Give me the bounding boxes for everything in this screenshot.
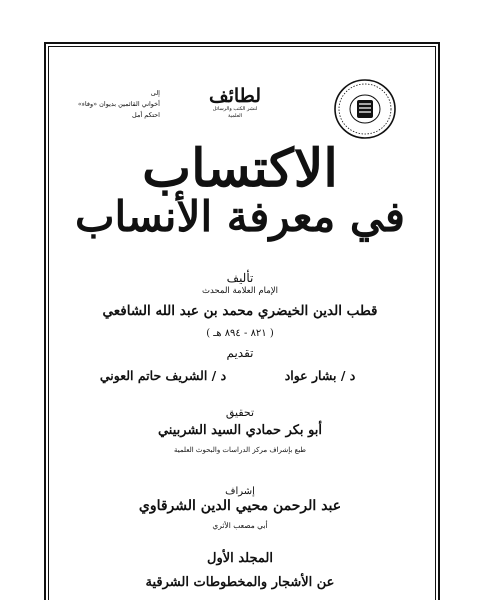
introduction-label: تقديم (226, 346, 254, 360)
publisher-seal-icon (333, 78, 397, 140)
editor-name: أبو بكر حمادي السيد الشربيني (157, 423, 323, 438)
introduction-name-left: د / الشريف حاتم العوني (99, 368, 227, 383)
supervision-label: إشراف (225, 486, 255, 497)
author-epithet: الإمام العلامة المحدث (201, 286, 279, 296)
dedication-line-2: أخواني القائمين بديوان «وفاء» (77, 100, 160, 108)
footer-text: عن الأشجار والمخطوطات الشرقية (145, 575, 335, 590)
supervisor-note: أبي مصعب الأثري (212, 521, 268, 530)
publisher-name: لطائف (208, 85, 262, 107)
volume-label: المجلد الأول (207, 551, 273, 566)
book-title-sub: في معرفة الأنساب (75, 192, 405, 241)
dedication (70, 88, 160, 121)
editing-label: تحقيق (225, 406, 255, 419)
publisher-logo (205, 86, 265, 120)
introduction-name-right: د / بشار عواد (284, 368, 356, 383)
author-label: تأليف (226, 271, 254, 285)
book-title-main: الاكتساب (142, 138, 338, 199)
author-name: قطب الدين الخيضري محمد بن عبد الله الشافعي (102, 303, 378, 319)
author-dates: ( ٨٢١ - ٨٩٤ هـ ) (206, 328, 274, 339)
editor-note: طبع بإشراف مركز الدراسات والبحوث العلمية (174, 446, 306, 454)
publisher-subtitle: لنشر الكتب والرسائل العلمية (212, 106, 258, 119)
dedication-line-1: إلى (150, 89, 160, 97)
dedication-line-3: احتكم أمل (132, 111, 160, 119)
supervisor-name: عبد الرحمن محيي الدين الشرقاوي (138, 498, 342, 514)
